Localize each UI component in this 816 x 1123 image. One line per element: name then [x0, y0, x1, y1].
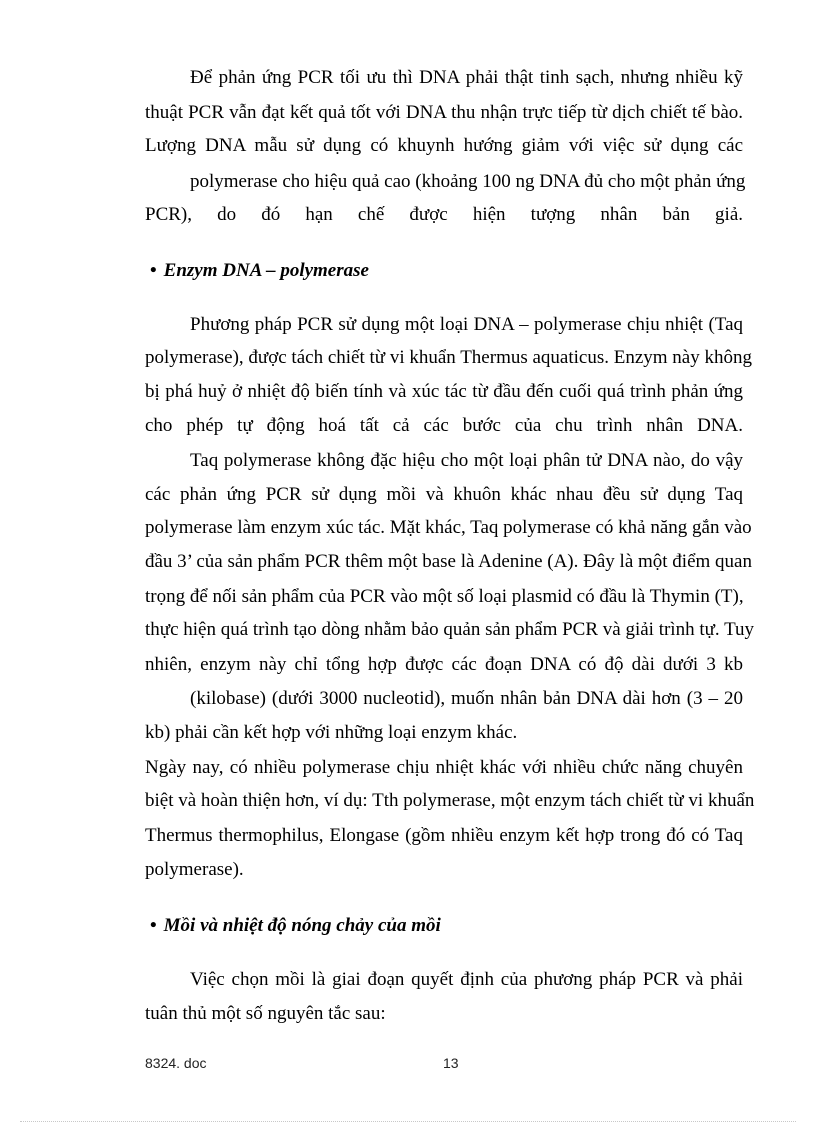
footer-page-number: 13: [443, 1055, 459, 1071]
section-heading-enzym-text: Enzym DNA – polymerase: [163, 260, 369, 281]
paragraph-3-line-6: thực hiện quá trình tạo dòng nhằm bảo quản sản phẩm PCR và giải trình tự. Tuy: [145, 619, 755, 640]
section-heading-enzym: [150, 259, 369, 283]
footer-filename: 8324. doc: [145, 1055, 207, 1071]
paragraph-3-line-1: Taq polymerase không đặc hiệu cho một loại phân tử DNA nào, do vậy: [190, 450, 743, 471]
section-heading-primer: [150, 914, 441, 938]
paragraph-4-line-3: Thermus thermophilus, Elongase (gồm nhiều enzym kết hợp trong đó có Taq: [145, 825, 743, 846]
paragraph-2-line-2: polymerase), được tách chiết từ vi khuẩn Thermus aquaticus. Enzym này không: [145, 347, 752, 368]
section-heading-primer-text: Mồi và nhiệt độ nóng chảy của mồi: [163, 915, 441, 936]
paragraph-3-line-4: đầu 3’ của sản phẩm PCR thêm một base là Adenine (A). Đây là một điểm quan: [145, 551, 752, 572]
paragraph-4-line-1: Ngày nay, có nhiều polymerase chịu nhiệt khác với nhiều chức năng chuyên: [145, 757, 743, 778]
paragraph-3-line-7: nhiên, enzym này chỉ tổng hợp được các đoạn DNA có độ dài dưới 3 kb: [145, 654, 743, 675]
paragraph-5-line-1: Việc chọn mồi là giai đoạn quyết định của phương pháp PCR và phải: [190, 969, 743, 990]
page-bottom-divider: [20, 1121, 796, 1122]
paragraph-1-line-3: Lượng DNA mẫu sử dụng có khuynh hướng giảm với việc sử dụng các: [145, 135, 743, 156]
paragraph-3-line-3: polymerase làm enzym xúc tác. Mặt khác, Taq polymerase có khả năng gắn vào: [145, 517, 752, 538]
paragraph-1-line-4: polymerase cho hiệu quả cao (khoảng 100 ng DNA đủ cho một phản ứng: [190, 171, 746, 192]
bullet-icon: •: [150, 915, 157, 936]
paragraph-3-line-8: (kilobase) (dưới 3000 nucleotid), muốn nhân bản DNA dài hơn (3 – 20: [190, 688, 743, 709]
paragraph-3-line-9: kb) phải cần kết hợp với những loại enzym khác.: [145, 722, 518, 743]
paragraph-2-line-3: bị phá huỷ ở nhiệt độ biến tính và xúc tác từ đầu đến cuối quá trình phản ứng: [145, 381, 743, 402]
paragraph-4-line-2: biệt và hoàn thiện hơn, ví dụ: Tth polymerase, một enzym tách chiết từ vi khuẩn: [145, 790, 755, 811]
paragraph-2-line-1: Phương pháp PCR sử dụng một loại DNA – polymerase chịu nhiệt (Taq: [190, 314, 743, 335]
paragraph-5-line-2: tuân thủ một số nguyên tắc sau:: [145, 1003, 386, 1024]
paragraph-4-line-4: polymerase).: [145, 859, 244, 880]
paragraph-1-line-2: thuật PCR vẫn đạt kết quả tốt với DNA thu nhận trực tiếp từ dịch chiết tế bào.: [145, 102, 743, 123]
paragraph-2-line-4: cho phép tự động hoá tất cả các bước của chu trình nhân DNA.: [145, 415, 743, 436]
paragraph-3-line-5: trọng để nối sản phẩm của PCR vào một số loại plasmid có đầu là Thymin (T),: [145, 586, 744, 607]
paragraph-3-line-2: các phản ứng PCR sử dụng mồi và khuôn khác nhau đều sử dụng Taq: [145, 484, 743, 505]
paragraph-1-line-5: PCR), do đó hạn chế được hiện tượng nhân bản giả.: [145, 204, 743, 225]
paragraph-1-line-1: Để phản ứng PCR tối ưu thì DNA phải thật tinh sạch, nhưng nhiều kỹ: [190, 67, 743, 88]
bullet-icon: •: [150, 260, 157, 281]
